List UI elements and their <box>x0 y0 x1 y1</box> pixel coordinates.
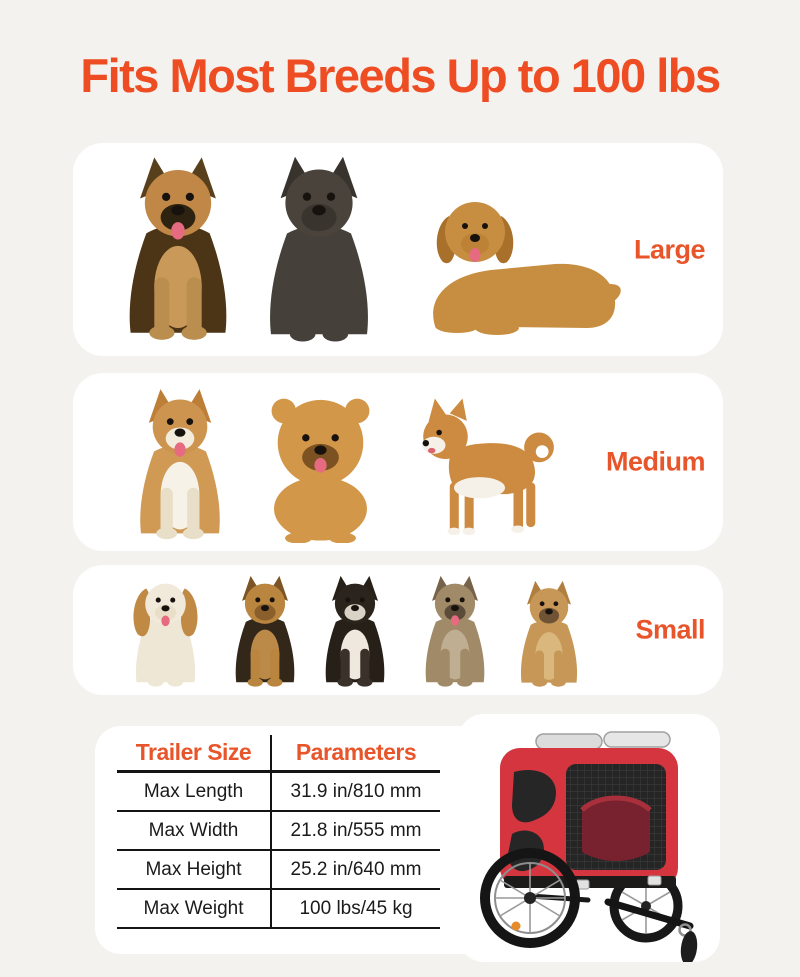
red-dog-bike-trailer-illustration <box>458 714 720 962</box>
size-label-medium: Medium <box>605 446 705 477</box>
french-bulldog-illustration <box>503 579 595 689</box>
spec-row-label: Max Weight <box>117 890 272 929</box>
german-shepherd-illustration <box>99 154 257 344</box>
spec-row-label: Max Height <box>117 851 272 890</box>
spec-row-label: Max Length <box>117 773 272 812</box>
spec-row-value: 21.8 in/555 mm <box>272 812 440 851</box>
spec-header-parameters: Parameters <box>272 735 440 773</box>
size-panel-small <box>73 565 723 695</box>
product-photo <box>458 714 720 962</box>
spec-row-value: 31.9 in/810 mm <box>272 773 440 812</box>
corgi-illustration <box>115 386 245 543</box>
spec-row-label: Max Width <box>117 812 272 851</box>
golden-retriever-illustration <box>405 180 625 340</box>
long-haired-chihuahua-illustration <box>307 574 403 689</box>
spec-table <box>117 735 440 929</box>
size-label-small: Small <box>635 614 705 645</box>
cocker-spaniel-illustration <box>117 573 214 689</box>
page-title: Fits Most Breeds Up to 100 lbs <box>80 49 720 102</box>
size-panel-large <box>73 143 723 356</box>
dark-mixed-breed-illustration <box>239 153 399 346</box>
chihuahua-illustration <box>217 574 313 689</box>
spec-header-trailer-size: Trailer Size <box>117 735 272 773</box>
spec-row-value: 100 lbs/45 kg <box>272 890 440 929</box>
terrier-puppy-illustration <box>407 574 503 689</box>
shiba-inu-illustration <box>403 392 573 541</box>
chow-chow-puppy-illustration <box>247 384 394 543</box>
size-label-large: Large <box>633 234 705 264</box>
spec-row-value: 25.2 in/640 mm <box>272 851 440 890</box>
size-panel-medium <box>73 373 723 551</box>
